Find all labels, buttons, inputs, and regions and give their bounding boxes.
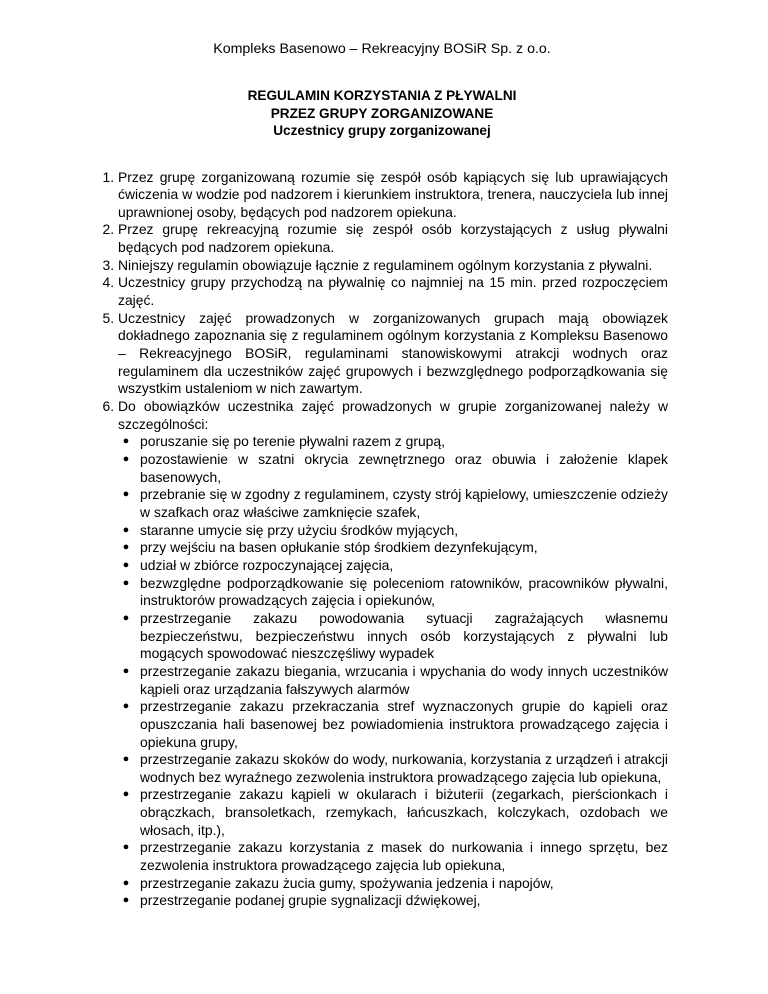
document-title-line-1: REGULAMIN KORZYSTANIA Z PŁYWALNI — [247, 88, 517, 103]
duty-item — [122, 539, 668, 557]
duty-item — [122, 556, 668, 575]
duty-item — [122, 451, 668, 486]
page-header: Kompleks Basenowo – Rekreacyjny BOSiR Sp. z o.o. — [213, 41, 551, 57]
document-subtitle: Uczestnicy grupy zorganizowanej — [273, 123, 491, 138]
duty-item — [122, 521, 668, 540]
bullet-icon: ● — [122, 700, 130, 713]
bullet-icon: ● — [122, 664, 130, 677]
bullet-icon: ● — [122, 894, 130, 907]
duty-text: udział w zbiórce rozpoczynającej zajęcia, — [140, 556, 394, 573]
duties-list — [118, 433, 668, 910]
duty-item — [122, 486, 668, 521]
bullet-icon: ● — [122, 488, 130, 501]
title-block — [96, 87, 668, 140]
duty-text: przy wejściu na basen opłukanie stóp środkiem dezynfekującym, — [140, 539, 538, 556]
bullet-icon: ● — [122, 788, 130, 801]
duty-item — [122, 751, 668, 786]
bullet-icon: ● — [122, 541, 130, 554]
duty-text: przestrzeganie zakazu kąpieli w okularach i biżuterii (zegarkach, pierścionkach i obrączkach, bransoletkach, rzemykach, łańcuszkach, kolczykach, ozdobach we włosach, itp.), — [140, 786, 668, 838]
duty-text: poruszanie się po terenie pływalni razem z grupą, — [140, 433, 445, 450]
bullet-icon: ● — [122, 611, 130, 624]
document-title-line-2: PRZEZ GRUPY ZORGANIZOWANE — [270, 105, 494, 121]
duty-text: przestrzeganie zakazu skoków do wody, nurkowania, korzystania z urządzeń i atrakcji wodnych bez wyraźnego zezwolenia instruktora prowadzącego zajęcia lub opiekuna, — [140, 751, 668, 785]
rule-item-3: 3. Niniejszy regulamin obowiązuje łącznie z regulaminem ogólnym korzystania z pływalni. — [118, 257, 668, 275]
duty-item — [122, 786, 668, 839]
rule-item-6 — [118, 398, 668, 910]
duty-item — [122, 433, 668, 451]
bullet-icon: ● — [122, 841, 130, 854]
bullet-icon: ● — [122, 576, 130, 589]
duty-text: przebranie się w zgodny z regulaminem, czysty strój kąpielowy, umieszczenie odzieży w szafkach oraz właściwe zamknięcie szafek, — [140, 486, 668, 520]
duty-text: przestrzeganie podanej grupie sygnalizacji dźwiękowej, — [140, 892, 481, 909]
duty-text: przestrzeganie zakazu żucia gumy, spożywania jedzenia i napojów, — [140, 874, 554, 891]
duty-item — [122, 662, 668, 698]
duty-item — [122, 574, 668, 610]
duty-text: pozostawienie w szatni okrycia zewnętrznego oraz obuwia i założenie klapek basenowych, — [140, 451, 668, 485]
rule-item-6-text: Do obowiązków uczestnika zajęć prowadzonych w grupie zorganizowanej należy w szczególności: — [118, 398, 668, 432]
rule-item-1: 1. Przez grupę zorganizowaną rozumie się zespół osób kąpiących się lub uprawiających ćwiczenia w wodzie pod nadzorem i kierunkiem instruktora, trenera, nauczyciela lub innej uprawnionej osoby, będących pod nadzorem opiekuna. — [118, 169, 668, 222]
bullet-icon: ● — [122, 435, 130, 448]
bullet-icon: ● — [122, 558, 130, 571]
duty-item — [122, 874, 668, 893]
rule-item-5: 5. Uczestnicy zajęć prowadzonych w zorganizowanych grupach mają obowiązek dokładnego zapoznania się z regulaminem ogólnym korzystania z Kompleksu Basenowo – Rekreacyjnego BOSiR, regulaminami stanowiskowymi atrakcji wodnych oraz regulaminem dla uczestników zajęć grupowych i bezwzględnego podporządkowania się wszystkim ustaleniom w nich zawartym. — [118, 310, 668, 398]
rules-list — [96, 169, 668, 911]
duty-item — [122, 892, 668, 910]
duty-text: przestrzeganie zakazu korzystania z masek do nurkowania i innego sprzętu, bez zezwolenia instruktora prowadzącego zajęcia lub opiekuna, — [140, 839, 668, 874]
duty-text: przestrzeganie zakazu powodowania sytuacji zagrażających własnemu bezpieczeństwu, bezpieczeństwu innych osób korzystających z pływalni lub mogących spowodować nieszczęśliwy wypadek — [140, 609, 668, 662]
bullet-icon: ● — [122, 876, 130, 889]
bullet-icon: ● — [122, 523, 130, 536]
duty-text: bezwzględne podporządkowanie się poleceniom ratowników, pracowników pływalni, instruktorów prowadzących zajęcia i opiekunów, — [140, 574, 668, 609]
duty-text: przestrzeganie zakazu biegania, wrzucania i wpychania do wody innych uczestników kąpieli oraz urządzania fałszywych alarmów — [140, 662, 668, 697]
duty-item — [122, 609, 668, 663]
duty-text: staranne umycie się przy użyciu środków myjących, — [140, 521, 459, 538]
bullet-icon: ● — [122, 753, 130, 766]
duty-item — [122, 839, 668, 874]
duty-text: przestrzeganie zakazu przekraczania stref wyznaczonych grupie do kąpieli oraz opuszczania hali basenowej bez powiadomienia instruktora prowadzącego zajęcia i opiekuna grupy, — [140, 698, 668, 750]
rule-item-2: 2. Przez grupę rekreacyjną rozumie się zespół osób korzystających z usług pływalni będących pod nadzorem opiekuna. — [118, 221, 668, 256]
duty-item — [122, 698, 668, 751]
rule-item-4: 4. Uczestnicy grupy przychodzą na pływalnię co najmniej na 15 min. przed rozpoczęciem zajęć. — [118, 274, 668, 309]
bullet-icon: ● — [122, 453, 130, 465]
